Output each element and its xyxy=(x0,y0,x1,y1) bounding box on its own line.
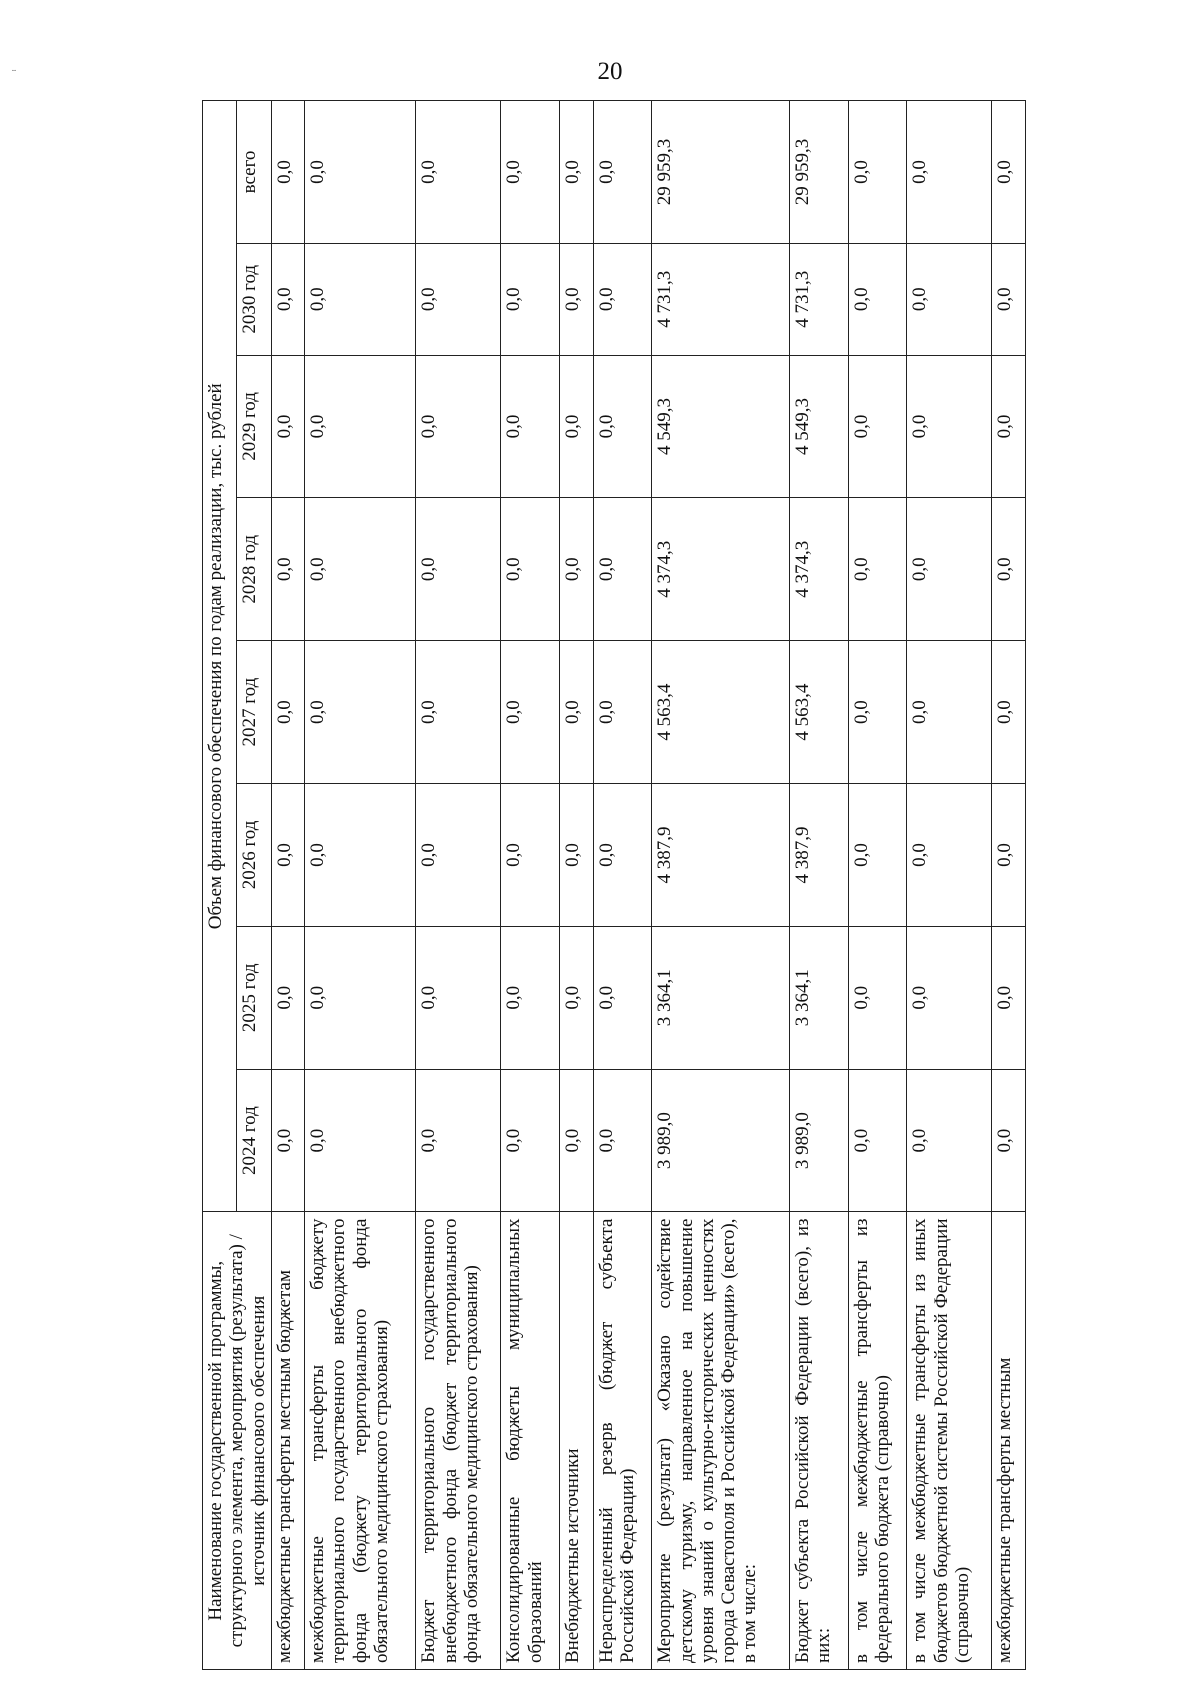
table-row xyxy=(271,101,304,1670)
value-cell: 0,0 xyxy=(305,101,416,244)
value-cell: 0,0 xyxy=(560,498,593,641)
value-cell: 3 989,0 xyxy=(789,1069,848,1212)
value-cell: 4 387,9 xyxy=(789,784,848,927)
value-cell: 29 959,3 xyxy=(652,101,790,244)
value-cell: 0,0 xyxy=(416,926,501,1069)
value-cell: 4 731,3 xyxy=(789,243,848,355)
row-name-cell: межбюджетные трансферты местным бюджетам xyxy=(271,1212,304,1670)
value-cell: 0,0 xyxy=(992,101,1025,244)
value-cell: 0,0 xyxy=(560,641,593,784)
value-cell: 4 387,9 xyxy=(652,784,790,927)
value-cell: 0,0 xyxy=(593,355,652,498)
row-name-cell: Бюджет субъекта Российской Федерации (всего), из них: xyxy=(789,1212,848,1670)
value-cell: 0,0 xyxy=(416,784,501,927)
value-cell: 0,0 xyxy=(416,1069,501,1212)
header-year: 2028 год xyxy=(237,498,271,641)
value-cell: 0,0 xyxy=(416,101,501,244)
value-cell: 0,0 xyxy=(560,355,593,498)
value-cell: 0,0 xyxy=(501,784,560,927)
value-cell: 0,0 xyxy=(992,355,1025,498)
row-name-cell: Бюджет территориального государственного внебюджетного фонда (бюджет территориального фонда обязательного медицинского страхования) xyxy=(416,1212,501,1670)
value-cell: 0,0 xyxy=(992,498,1025,641)
value-cell: 0,0 xyxy=(271,641,304,784)
value-cell: 0,0 xyxy=(305,1069,416,1212)
table-row xyxy=(992,101,1025,1670)
value-cell: 0,0 xyxy=(501,101,560,244)
value-cell: 4 731,3 xyxy=(652,243,790,355)
value-cell: 0,0 xyxy=(271,784,304,927)
value-cell: 0,0 xyxy=(907,243,992,355)
row-name-cell: в том числе межбюджетные трансферты из федерального бюджета (справочно) xyxy=(848,1212,907,1670)
value-cell: 4 563,4 xyxy=(652,641,790,784)
row-name-cell: межбюджетные трансферты местным xyxy=(992,1212,1025,1670)
value-cell: 0,0 xyxy=(992,784,1025,927)
table-row xyxy=(560,101,593,1670)
header-year: 2027 год xyxy=(237,641,271,784)
row-name-cell: в том числе межбюджетные трансферты из иных бюджетов бюджетной системы Российской Федерации (справочно) xyxy=(907,1212,992,1670)
value-cell: 3 364,1 xyxy=(652,926,790,1069)
value-cell: 0,0 xyxy=(560,1069,593,1212)
value-cell: 0,0 xyxy=(848,641,907,784)
page-number: 20 xyxy=(597,58,623,85)
value-cell: 4 374,3 xyxy=(652,498,790,641)
value-cell: 0,0 xyxy=(593,641,652,784)
rotated-table-container xyxy=(202,100,1022,1670)
value-cell: 0,0 xyxy=(848,355,907,498)
value-cell: 29 959,3 xyxy=(789,101,848,244)
header-total: всего xyxy=(237,101,271,244)
value-cell: 0,0 xyxy=(271,355,304,498)
table-row xyxy=(907,101,992,1670)
value-cell: 0,0 xyxy=(501,355,560,498)
value-cell: 0,0 xyxy=(848,784,907,927)
value-cell: 3 989,0 xyxy=(652,1069,790,1212)
row-name-cell: Внебюджетные источники xyxy=(560,1212,593,1670)
value-cell: 0,0 xyxy=(501,243,560,355)
row-name-cell: Нераспределенный резерв (бюджет субъекта Российской Федерации) xyxy=(593,1212,652,1670)
row-name-cell: Мероприятие (результат) «Оказано содействие детскому туризму, направленное на повышение уровня знаний о культурно-исторических ценностях города Севастополя и Российской Федерации» (всего), в том числе: xyxy=(652,1212,790,1670)
value-cell: 0,0 xyxy=(416,641,501,784)
header-year: 2030 год xyxy=(237,243,271,355)
value-cell: 0,0 xyxy=(501,926,560,1069)
value-cell: 0,0 xyxy=(848,101,907,244)
header-group-title: Объем финансового обеспечения по годам реализации, тыс. рублей xyxy=(203,101,237,1213)
value-cell: 0,0 xyxy=(271,243,304,355)
table-row xyxy=(593,101,652,1670)
value-cell: 0,0 xyxy=(501,498,560,641)
value-cell: 0,0 xyxy=(305,243,416,355)
header-name-column: Наименование государственной программы, структурного элемента, мероприятия (результата) / источник финансового обеспечения xyxy=(203,1212,272,1670)
value-cell: 0,0 xyxy=(560,101,593,244)
value-cell: 0,0 xyxy=(992,1069,1025,1212)
table-row xyxy=(416,101,501,1670)
value-cell: 0,0 xyxy=(305,355,416,498)
value-cell: 0,0 xyxy=(848,926,907,1069)
value-cell: 0,0 xyxy=(593,101,652,244)
value-cell: 0,0 xyxy=(305,498,416,641)
header-year: 2024 год xyxy=(237,1069,271,1212)
table-row xyxy=(501,101,560,1670)
table-body xyxy=(271,101,1025,1670)
row-name-cell: межбюджетные трансферты бюджету территориального государственного внебюджетного фонда (бюджету территориального фонда обязательного медицинского страхования) xyxy=(305,1212,416,1670)
value-cell: 0,0 xyxy=(848,1069,907,1212)
value-cell: 0,0 xyxy=(560,926,593,1069)
value-cell: 0,0 xyxy=(593,243,652,355)
value-cell: 3 364,1 xyxy=(789,926,848,1069)
value-cell: 0,0 xyxy=(907,926,992,1069)
value-cell: 0,0 xyxy=(907,641,992,784)
value-cell: 0,0 xyxy=(271,498,304,641)
value-cell: 0,0 xyxy=(305,784,416,927)
value-cell: 0,0 xyxy=(305,641,416,784)
table-row xyxy=(848,101,907,1670)
table-row xyxy=(789,101,848,1670)
value-cell: 0,0 xyxy=(907,498,992,641)
value-cell: 4 549,3 xyxy=(652,355,790,498)
value-cell: 0,0 xyxy=(501,641,560,784)
value-cell: 0,0 xyxy=(593,784,652,927)
value-cell: 0,0 xyxy=(848,498,907,641)
value-cell: 0,0 xyxy=(992,243,1025,355)
value-cell: 0,0 xyxy=(907,355,992,498)
value-cell: 0,0 xyxy=(416,355,501,498)
header-year: 2025 год xyxy=(237,926,271,1069)
value-cell: 0,0 xyxy=(848,243,907,355)
value-cell: 4 563,4 xyxy=(789,641,848,784)
value-cell: 0,0 xyxy=(907,101,992,244)
table-row xyxy=(305,101,416,1670)
table-row xyxy=(652,101,790,1670)
header-year: 2026 год xyxy=(237,784,271,927)
header-year: 2029 год xyxy=(237,355,271,498)
value-cell: 0,0 xyxy=(416,243,501,355)
value-cell: 0,0 xyxy=(593,1069,652,1212)
value-cell: 0,0 xyxy=(992,641,1025,784)
value-cell: 4 374,3 xyxy=(789,498,848,641)
value-cell: 0,0 xyxy=(501,1069,560,1212)
value-cell: 0,0 xyxy=(907,1069,992,1212)
value-cell: 4 549,3 xyxy=(789,355,848,498)
value-cell: 0,0 xyxy=(907,784,992,927)
financing-table xyxy=(202,100,1026,1670)
scan-mark: ¨ xyxy=(12,66,16,80)
header-row-1 xyxy=(203,101,237,1670)
value-cell: 0,0 xyxy=(560,784,593,927)
value-cell: 0,0 xyxy=(416,498,501,641)
value-cell: 0,0 xyxy=(593,498,652,641)
value-cell: 0,0 xyxy=(271,1069,304,1212)
value-cell: 0,0 xyxy=(271,926,304,1069)
value-cell: 0,0 xyxy=(560,243,593,355)
row-name-cell: Консолидированные бюджеты муниципальных образований xyxy=(501,1212,560,1670)
value-cell: 0,0 xyxy=(992,926,1025,1069)
value-cell: 0,0 xyxy=(271,101,304,244)
value-cell: 0,0 xyxy=(593,926,652,1069)
value-cell: 0,0 xyxy=(305,926,416,1069)
